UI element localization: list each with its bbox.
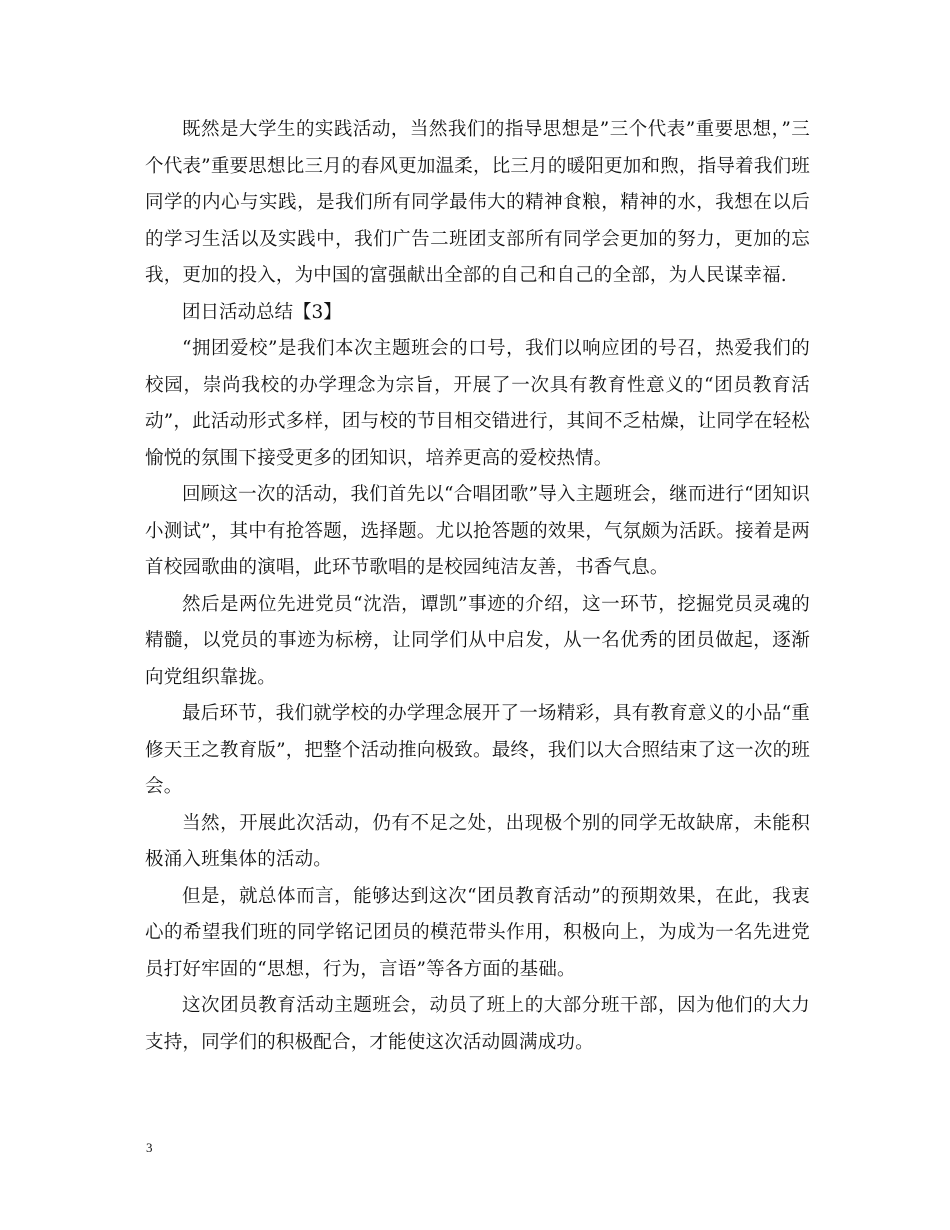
paragraph-review: 回顾这一次的活动，我们首先以“合唱团歌”导入主题班会，继而进行“团知识小测试”，其中有抢答题，选择题。尤以抢答题的效果，气氛颇为活跃。接着是两首校园歌曲的演唱，此环节歌唱的是校园纯洁友善，书香气息。 <box>145 484 810 578</box>
paragraph-slogan: “拥团爱校”是我们本次主题班会的口号，我们以响应团的号召，热爱我们的校园，崇尚我校的办学理念为宗旨，开展了一次具有教育性意义的“团员教育活动”，此活动形式多样，团与校的节目相交错进行，其间不乏枯燥，让同学在轻松愉悦的氛围下接受更多的团知识，培养更高的爱校热情。 <box>145 338 810 469</box>
page-number: 3 <box>146 1140 153 1155</box>
paragraph-final-session: 最后环节，我们就学校的办学理念展开了一场精彩，具有教育意义的小品“重修天王之教育版”，把整个活动推向极致。最终，我们以大合照结束了这一次的班会。 <box>145 703 810 797</box>
section-heading: 团日活动总结【3】 <box>182 301 342 323</box>
paragraph-overall: 但是，就总体而言，能够达到这次“团员教育活动”的预期效果，在此，我衷心的希望我们班的同学铭记团员的模范带头作用，积极向上，为成为一名先进党员打好牢固的“思想，行为，言语”等各方面的基础。 <box>145 885 810 980</box>
paragraph-shortcomings: 当然，开展此次活动，仍有不足之处，出现极个别的同学无故缺席，未能积极涌入班集体的活动。 <box>145 812 810 870</box>
paragraph-conclusion: 这次团员教育活动主题班会，动员了班上的大部分班干部，因为他们的大力支持，同学们的积极配合，才能使这次活动圆满成功。 <box>145 995 810 1053</box>
paragraph-practice-summary: 既然是大学生的实践活动，当然我们的指导思想是”三个代表”重要思想，”三个代表”重要思想比三月的春风更加温柔，比三月的暖阳更加和煦，指导着我们班同学的内心与实践，是我们所有同学最伟大的精神食粮，精神的水，我想在以后的学习生活以及实践中，我们广告二班团支部所有同学会更加的努力，更加的忘我，更加的投入，为中国的富强献出全部的自己和自己的全部，为人民谋幸福. <box>145 119 810 286</box>
paragraph-party-members: 然后是两位先进党员“沈浩，谭凯”事迹的介绍，这一环节，挖掘党员灵魂的精髓，以党员的事迹为标榜，让同学们从中启发，从一名优秀的团员做起，逐渐向党组织靠拢。 <box>145 593 810 688</box>
document-body <box>145 112 810 1061</box>
